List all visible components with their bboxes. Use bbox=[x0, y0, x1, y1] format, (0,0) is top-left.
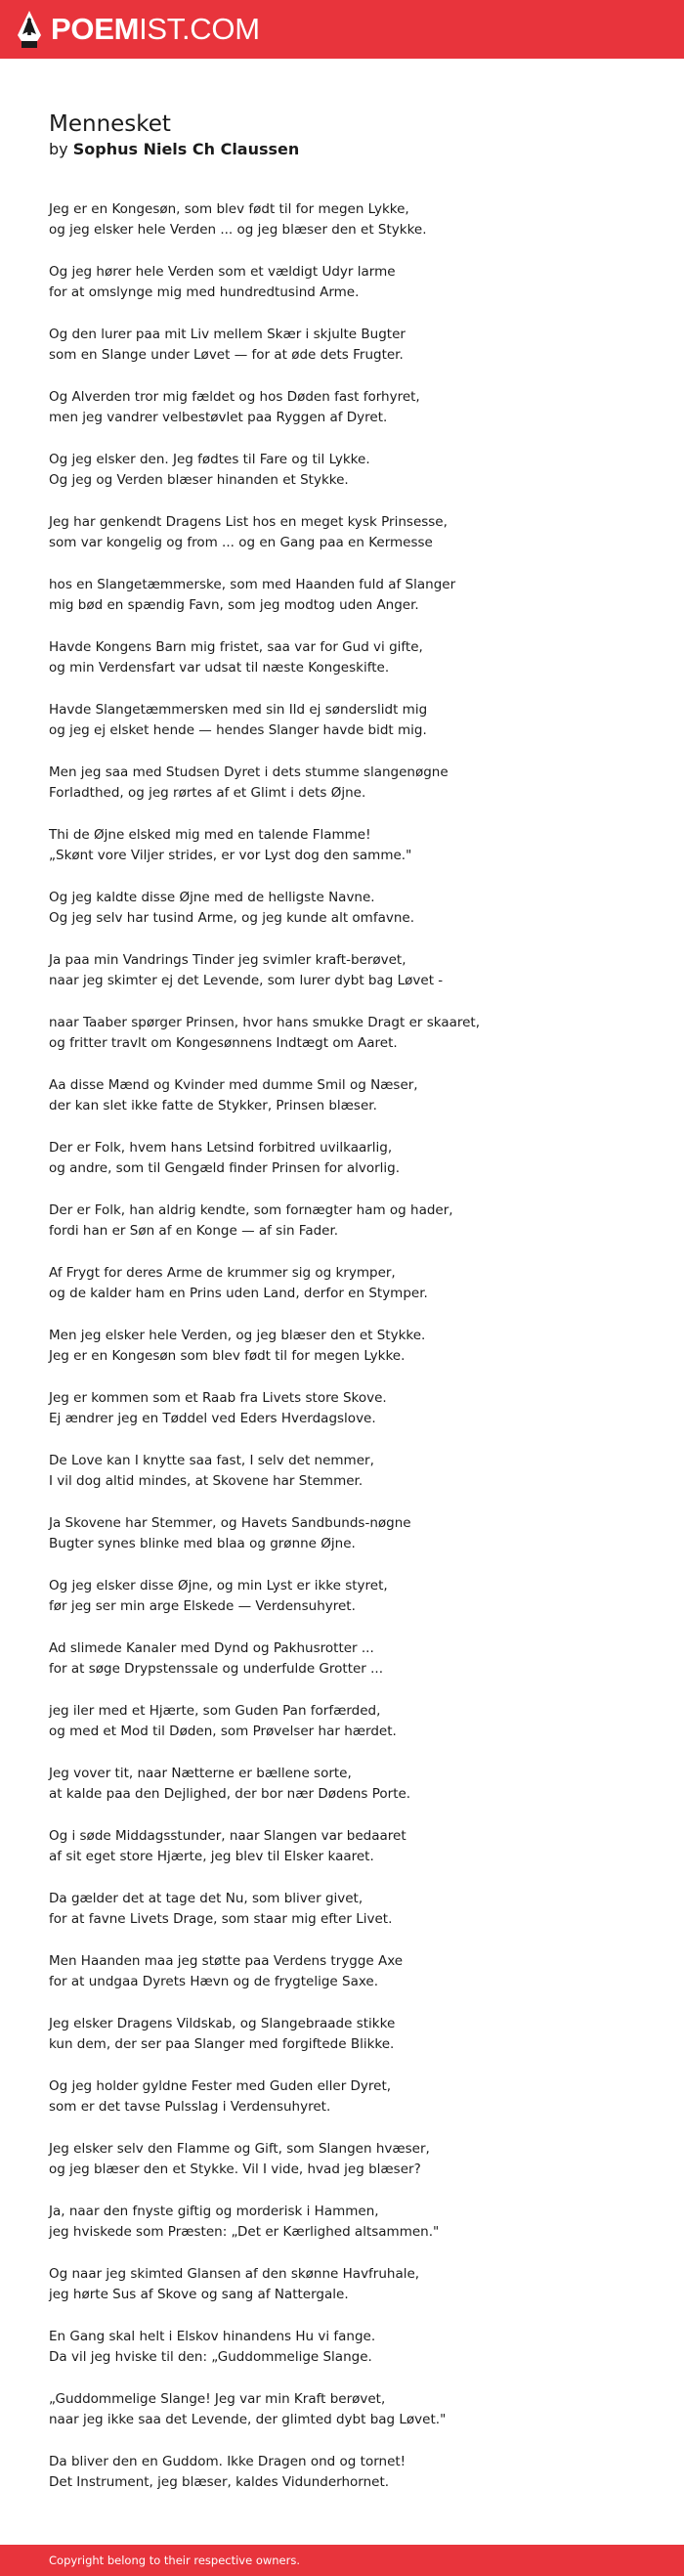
poem-stanza bbox=[49, 2327, 635, 2368]
poem-stanza bbox=[49, 1826, 635, 1867]
poem-stanza bbox=[49, 1576, 635, 1617]
poem-line: Og naar jeg skimted Glansen af den skønne Havfruhale, bbox=[49, 2266, 420, 2282]
poem-stanza bbox=[49, 1764, 635, 1805]
poem-line: naar jeg skimter ej det Levende, som lurer dybt bag Løvet - bbox=[49, 973, 444, 988]
site-logo-link[interactable] bbox=[16, 10, 260, 49]
poem-line: for at favne Livets Drage, som staar mig efter Livet. bbox=[49, 1911, 393, 1927]
poem-stanza bbox=[49, 950, 635, 991]
poem-line: og jeg ej elsket hende — hendes Slanger havde bidt mig. bbox=[49, 722, 427, 738]
poem-line: Der er Folk, hvem hans Letsind forbitred uvilkaarlig, bbox=[49, 1140, 393, 1156]
poem-line: mig bød en spændig Favn, som jeg modtog uden Anger. bbox=[49, 597, 419, 613]
poem-stanza bbox=[49, 1388, 635, 1429]
poem-line: I vil dog altid mindes, at Skovene har Stemmer. bbox=[49, 1473, 363, 1489]
poem-line: Og Alverden tror mig fældet og hos Døden fast forhyret, bbox=[49, 389, 420, 405]
poem-stanza bbox=[49, 2452, 635, 2493]
poem-line: De Love kan I knytte saa fast, I selv det nemmer, bbox=[49, 1453, 374, 1468]
poem-line: fordi han er Søn af en Konge — af sin Fader. bbox=[49, 1223, 339, 1239]
poem-line: Og jeg elsker disse Øjne, og min Lyst er ikke styret, bbox=[49, 1578, 388, 1594]
poem-line: som var kongelig og from ... og en Gang paa en Kermesse bbox=[49, 535, 433, 550]
site-header bbox=[0, 0, 684, 59]
poem-line: jeg hviskede som Præsten: „Det er Kærlighed altsammen." bbox=[49, 2224, 440, 2240]
poem-line: Havde Kongens Barn mig fristet, saa var for Gud vi gifte, bbox=[49, 639, 423, 655]
poem-stanza bbox=[49, 1951, 635, 1992]
poem-title: Mennesket bbox=[49, 111, 171, 137]
footer-copyright: Copyright belong to their respective owners. bbox=[49, 2554, 301, 2567]
poem-line: Jeg er en Kongesøn som blev født til for megen Lykke. bbox=[49, 1348, 406, 1364]
poem-stanza bbox=[49, 1263, 635, 1304]
poem-line: Og jeg hører hele Verden som et vældigt Udyr larme bbox=[49, 264, 396, 280]
poem-line: Jeg vover tit, naar Nætterne er bællene sorte, bbox=[49, 1766, 352, 1781]
poem-stanza bbox=[49, 825, 635, 866]
poem-line: Ja Skovene har Stemmer, og Havets Sandbunds-nøgne bbox=[49, 1515, 411, 1531]
poem-line: naar Taaber spørger Prinsen, hvor hans smukke Dragt er skaaret, bbox=[49, 1015, 481, 1030]
poem-stanza bbox=[49, 1889, 635, 1930]
poem-line: og de kalder ham en Prins uden Land, derfor en Stymper. bbox=[49, 1286, 428, 1301]
site-logo-text bbox=[51, 10, 260, 49]
poem-line: En Gang skal helt i Elskov hinandens Hu vi fange. bbox=[49, 2329, 376, 2344]
poem-stanza bbox=[49, 2264, 635, 2305]
poem-line: Ja, naar den fnyste giftig og morderisk i Hammen, bbox=[49, 2204, 379, 2219]
poem-stanza bbox=[49, 1513, 635, 1554]
poem-line: Det Instrument, jeg blæser, kaldes Vidunderhornet. bbox=[49, 2474, 390, 2490]
poem-line: Jeg elsker selv den Flamme og Gift, som Slangen hvæser, bbox=[49, 2141, 430, 2157]
poem-line: af sit eget store Hjærte, jeg blev til Elsker kaaret. bbox=[49, 1849, 374, 1864]
poem-line: Men Haanden maa jeg støtte paa Verdens trygge Axe bbox=[49, 1953, 404, 1969]
poem-line: og andre, som til Gengæld finder Prinsen for alvorlig. bbox=[49, 1160, 401, 1176]
poem-line: og min Verdensfart var udsat til næste Kongeskifte. bbox=[49, 660, 390, 676]
poem-line: Jeg har genkendt Dragens List hos en meget kysk Prinsesse, bbox=[49, 514, 448, 530]
poem-line: Og jeg og Verden blæser hinanden et Stykke. bbox=[49, 472, 349, 488]
poem-stanza bbox=[49, 512, 635, 553]
poem-line: Ej ændrer jeg en Tøddel ved Eders Hverdagslove. bbox=[49, 1411, 376, 1426]
poem-line: Da gælder det at tage det Nu, som bliver givet, bbox=[49, 1891, 363, 1906]
poem-line: før jeg ser min arge Elskede — Verdensuhyret. bbox=[49, 1598, 356, 1614]
poem-stanza bbox=[49, 2014, 635, 2055]
poem-line: naar jeg ikke saa det Levende, der glimted dybt bag Løvet." bbox=[49, 2412, 447, 2427]
poem-stanza bbox=[49, 888, 635, 929]
poem-line: Havde Slangetæmmersken med sin Ild ej sønderslidt mig bbox=[49, 702, 428, 718]
poem-stanza bbox=[49, 325, 635, 366]
poem-line: og med et Mod til Døden, som Prøvelser har hærdet. bbox=[49, 1724, 397, 1739]
poem-line: jeg hørte Sus af Skove og sang af Nattergale. bbox=[49, 2287, 349, 2302]
poem-line: for at søge Drypstenssale og underfulde Grotter ... bbox=[49, 1661, 384, 1677]
poem-stanza bbox=[49, 199, 635, 240]
poem-line: men jeg vandrer velbestøvlet paa Ryggen af Dyret. bbox=[49, 410, 388, 425]
poem-stanza bbox=[49, 1075, 635, 1116]
poem-stanza bbox=[49, 637, 635, 678]
poem-line: „Guddommelige Slange! Jeg var min Kraft berøvet, bbox=[49, 2391, 386, 2407]
poem-content bbox=[49, 109, 635, 2514]
poem-line: Og jeg selv har tusind Arme, og jeg kunde alt omfavne. bbox=[49, 910, 414, 926]
poem-stanza bbox=[49, 450, 635, 491]
poem-line: for at undgaa Dyrets Hævn og de frygtelige Saxe. bbox=[49, 1974, 379, 1989]
poem-stanza bbox=[49, 2202, 635, 2243]
poem-line: Da bliver den en Guddom. Ikke Dragen ond og tornet! bbox=[49, 2454, 406, 2469]
poem-stanza bbox=[49, 262, 635, 303]
byline-prefix: by bbox=[49, 140, 68, 158]
poem-stanza bbox=[49, 2139, 635, 2180]
poem-line: Der er Folk, han aldrig kendte, som fornægter ham og hader, bbox=[49, 1202, 453, 1218]
poem-stanza bbox=[49, 1701, 635, 1742]
poem-line: Jeg er en Kongesøn, som blev født til for megen Lykke, bbox=[49, 201, 409, 217]
poem-line: Men jeg elsker hele Verden, og jeg blæser den et Stykke. bbox=[49, 1328, 426, 1343]
poem-stanza bbox=[49, 1451, 635, 1492]
poem-line: Men jeg saa med Studsen Dyret i dets stumme slangenøgne bbox=[49, 764, 449, 780]
poem-line: og jeg blæser den et Stykke. Vil I vide, hvad jeg blæser? bbox=[49, 2161, 421, 2177]
poem-line: Bugter synes blinke med blaa og grønne Øjne. bbox=[49, 1536, 356, 1551]
poem-stanza bbox=[49, 575, 635, 616]
logo-text-light: IST.COM bbox=[139, 12, 260, 46]
poem-line: Og jeg elsker den. Jeg fødtes til Fare og til Lykke. bbox=[49, 452, 370, 467]
poem-line: og jeg elsker hele Verden ... og jeg blæser den et Stykke. bbox=[49, 222, 427, 238]
poem-stanza bbox=[49, 1138, 635, 1179]
poem-line: Og i søde Middagsstunder, naar Slangen var bedaaret bbox=[49, 1828, 406, 1844]
poem-stanza bbox=[49, 1638, 635, 1680]
poem-line: at kalde paa den Dejlighed, der bor nær Dødens Porte. bbox=[49, 1786, 411, 1802]
poem-line: Og den lurer paa mit Liv mellem Skær i skjulte Bugter bbox=[49, 327, 406, 342]
poem-line: kun dem, der ser paa Slanger med forgiftede Blikke. bbox=[49, 2036, 395, 2052]
poem-line: Af Frygt for deres Arme de krummer sig og krymper, bbox=[49, 1265, 396, 1281]
poem-line: jeg iler med et Hjærte, som Guden Pan forfærded, bbox=[49, 1703, 381, 1719]
poem-stanza bbox=[49, 1201, 635, 1242]
poem-stanza bbox=[49, 763, 635, 804]
poem-line: Ad slimede Kanaler med Dynd og Pakhusrotter ... bbox=[49, 1640, 374, 1656]
poem-line: Aa disse Mænd og Kvinder med dumme Smil og Næser, bbox=[49, 1077, 418, 1093]
poem-line: der kan slet ikke fatte de Stykker, Prinsen blæser. bbox=[49, 1098, 377, 1113]
poem-line: som en Slange under Løvet — for at øde dets Frugter. bbox=[49, 347, 404, 363]
poem-line: „Skønt vore Viljer strides, er vor Lyst dog den samme." bbox=[49, 848, 412, 863]
poem-line: Og jeg holder gyldne Fester med Guden eller Dyret, bbox=[49, 2078, 392, 2094]
poem-line: Ja paa min Vandrings Tinder jeg svimler kraft-berøvet, bbox=[49, 952, 406, 968]
logo-text-bold: POEM bbox=[51, 12, 140, 46]
site-footer bbox=[0, 2545, 684, 2576]
poem-byline bbox=[49, 139, 635, 160]
poem-stanza bbox=[49, 1013, 635, 1054]
poem-line: Jeg er kommen som et Raab fra Livets store Skove. bbox=[49, 1390, 387, 1406]
poem-author-link[interactable]: Sophus Niels Ch Claussen bbox=[72, 140, 300, 158]
poem-line: Thi de Øjne elsked mig med en talende Flamme! bbox=[49, 827, 371, 843]
poem-stanza bbox=[49, 1326, 635, 1367]
poem-line: Da vil jeg hviske til den: „Guddommelige Slange. bbox=[49, 2349, 372, 2365]
fountain-pen-nib-icon bbox=[16, 10, 43, 49]
poem-line: og fritter travlt om Kongesønnens Indtægt om Aaret. bbox=[49, 1035, 398, 1051]
poem-stanza bbox=[49, 2389, 635, 2430]
poem-line: hos en Slangetæmmerske, som med Haanden fuld af Slanger bbox=[49, 577, 456, 592]
poem-line: Forladthed, og jeg rørtes af et Glimt i dets Øjne. bbox=[49, 785, 366, 801]
poem-line: Og jeg kaldte disse Øjne med de helligste Navne. bbox=[49, 890, 375, 905]
poem-line: for at omslynge mig med hundredtusind Arme. bbox=[49, 284, 360, 300]
poem-body bbox=[49, 199, 635, 2493]
poem-stanza bbox=[49, 387, 635, 428]
poem-line: Jeg elsker Dragens Vildskab, og Slangebraade stikke bbox=[49, 2016, 396, 2031]
poem-line: som er det tavse Pulsslag i Verdensuhyret. bbox=[49, 2099, 331, 2115]
poem-stanza bbox=[49, 700, 635, 741]
poem-stanza bbox=[49, 2076, 635, 2118]
